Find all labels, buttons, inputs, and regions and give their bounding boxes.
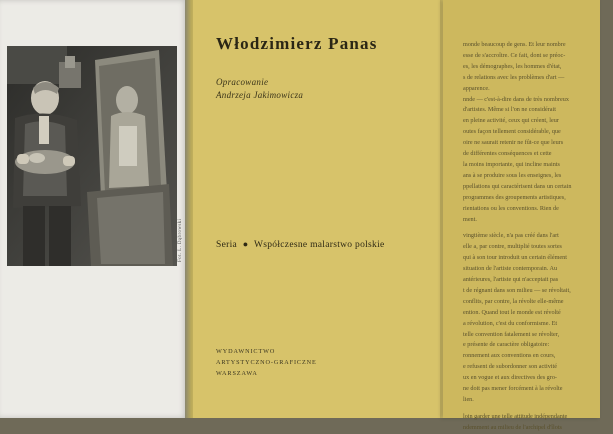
flap-line: rientations ou les conventions. Rien de <box>463 204 559 212</box>
flap-line: la moins importante, qui incline maints <box>463 160 560 168</box>
flap-line: ention. Quand tout le monde est révolté <box>463 308 561 316</box>
flap-line: a révolution, c'est du conformisme. Et <box>463 319 558 327</box>
flap-line: qui à son tour introduit un certain élément <box>463 254 567 262</box>
flap-line: esse de s'accroître. Ce fait, dont se préoc- <box>463 51 566 59</box>
flap-paragraph-1 <box>463 40 613 225</box>
flap-line: de différentes conséquences et cette <box>463 150 552 158</box>
flap-line: ne doit pas mener forcément à la révolte <box>463 385 563 393</box>
left-page <box>0 0 187 418</box>
artist-photo-illustration <box>7 46 177 266</box>
flap-paragraph-2 <box>463 231 613 406</box>
flap-line: apparence. <box>463 84 490 92</box>
flap-line: programmes des groupements artistiques, <box>463 193 566 201</box>
author-name: Włodzimierz Panas <box>216 34 378 53</box>
flap-line: s de relations avec les problèmes d'art — <box>463 73 565 81</box>
flap-text <box>463 40 613 434</box>
flap-line: antérieures, l'artiste qui n'acceptait pas <box>463 276 559 284</box>
flap-line: monde beaucoup de gens. Et leur nombre <box>463 41 566 48</box>
series-line <box>216 239 385 250</box>
cover-flap <box>443 0 600 431</box>
publisher-block <box>216 346 317 379</box>
flap-line: oire ne saurait retenir ne fût-ce que leurs <box>463 139 564 147</box>
editor-line-2: Andrzeja Jakimowicza <box>216 90 304 100</box>
series-label: Seria <box>216 240 238 250</box>
flap-line: ment. <box>463 215 477 223</box>
flap-line: ronnement aux conventions en cours, <box>463 352 556 360</box>
flap-line: ppellations qui caractérisent dans un certain <box>463 182 572 190</box>
flap-line: t de régnant dans son milieu — se révoltait, <box>463 286 571 294</box>
series-bullet-icon: ● <box>242 239 249 249</box>
flap-line: vingtième siècle, n'a pas créé dans l'art <box>463 232 559 240</box>
editor-line-1: Opracowanie <box>216 77 269 87</box>
flap-line: e présente de caractère obligatoire: <box>463 341 550 349</box>
flap-line: telle convention fatalement se révolter, <box>463 330 560 338</box>
series-title: Współczesne malarstwo polskie <box>253 240 385 250</box>
flap-line: situation de l'artiste contemporain. Au <box>463 265 558 273</box>
editor-credit <box>216 76 303 102</box>
photo-credit: Fot. L. Dąbrowski <box>178 218 183 262</box>
flap-line: conflits, par contre, la révolte elle-même <box>463 297 564 305</box>
flap-line: d'artistes. Même si l'on ne considérait <box>463 106 556 114</box>
flap-line: ans à se produire sous les enseignes, les <box>463 171 562 179</box>
flap-line: elle a, par contre, multiplié toutes sortes <box>463 243 562 251</box>
flap-line: e refusent de subordonner son activité <box>463 363 557 371</box>
publisher-line-2: ARTYSTYCZNO-GRAFICZNE <box>216 359 317 366</box>
artist-photo <box>7 46 177 266</box>
flap-line: outes façon tellement considérable, que <box>463 128 561 136</box>
flap-line: en pleine activité, ceux qui créent, leur <box>463 117 559 125</box>
flap-line: lien. <box>463 396 474 403</box>
publisher-line-3: WARSZAWA <box>216 370 258 377</box>
flap-line: loin garder une telle attitude indépendante <box>463 412 568 420</box>
flap-line: ndemment au milieu de l'archipel d'îlots <box>463 423 562 431</box>
flap-line: es, les démographes, les hommes d'état, <box>463 62 562 70</box>
publisher-line-1: WYDAWNICTWO <box>216 348 276 355</box>
flap-paragraph-3 <box>463 412 613 434</box>
flap-line: nnde — c'est-à-dire dans de très nombreux <box>463 95 569 103</box>
book-cover <box>193 0 443 418</box>
flap-line: ux en vogue et aux directives des gro- <box>463 374 557 382</box>
